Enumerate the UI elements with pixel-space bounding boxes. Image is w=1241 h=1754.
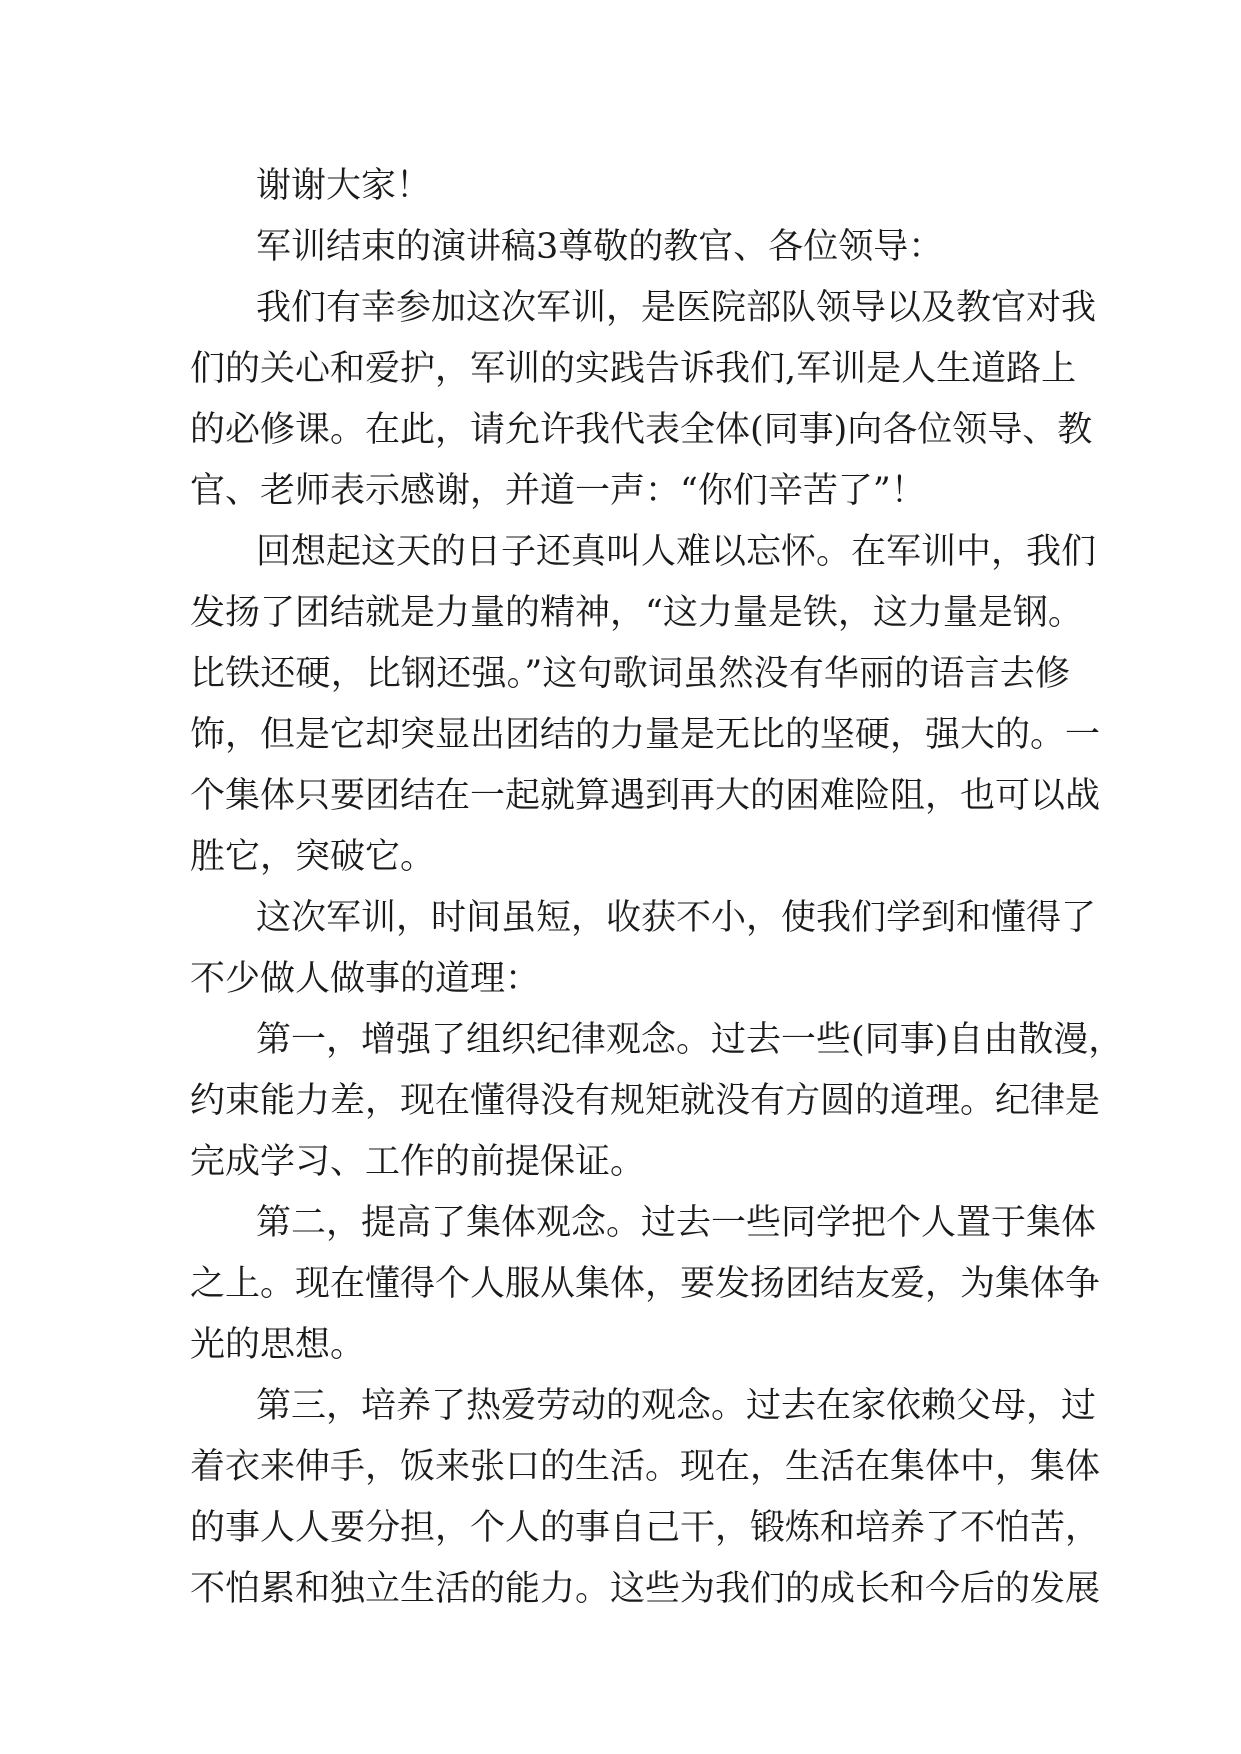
- text-line: 之上。现在懂得个人服从集体，要发扬团结友爱，为集体争: [190, 1264, 1101, 1304]
- text-line: 比铁还硬，比钢还强。”这句歌词虽然没有华丽的语言去修: [190, 654, 1070, 694]
- text-line: 约束能力差，现在懂得没有规矩就没有方圆的道理。纪律是: [190, 1081, 1101, 1121]
- text-line: 谢谢大家！: [256, 166, 432, 206]
- text-line: 光的思想。: [190, 1325, 366, 1365]
- text-line: 第二，提高了集体观念。过去一些同学把个人置于集体: [256, 1203, 1097, 1243]
- text-line: 们的关心和爱护，军训的实践告诉我们,军训是人生道路上: [190, 349, 1077, 389]
- text-line: 军训结束的演讲稿3尊敬的教官、各位领导：: [256, 227, 944, 267]
- text-line: 饰，但是它却突显出团结的力量是无比的坚硬，强大的。一: [190, 715, 1101, 755]
- text-line: 不少做人做事的道理：: [190, 959, 541, 999]
- text-line: 着衣来伸手，饭来张口的生活。现在，生活在集体中，集体: [190, 1447, 1101, 1487]
- text-line: 胜它，突破它。: [190, 837, 436, 877]
- text-line: 个集体只要团结在一起就算遇到再大的困难险阻，也可以战: [190, 776, 1101, 816]
- text-line: 官、老师表示感谢，并道一声：“你们辛苦了”！: [190, 471, 926, 511]
- text-line: 的必修课。在此，请允许我代表全体(同事)向各位领导、教: [190, 410, 1093, 450]
- text-line: 的事人人要分担，个人的事自己干，锻炼和培养了不怕苦，: [190, 1508, 1101, 1548]
- text-line: 这次军训，时间虽短，收获不小，使我们学到和懂得了: [256, 898, 1097, 938]
- text-line: 我们有幸参加这次军训，是医院部队领导以及教官对我: [256, 288, 1097, 328]
- text-line: 回想起这天的日子还真叫人难以忘怀。在军训中，我们: [256, 532, 1097, 572]
- text-line: 第三，培养了热爱劳动的观念。过去在家依赖父母，过: [256, 1386, 1097, 1426]
- text-line: 发扬了团结就是力量的精神，“这力量是铁，这力量是钢。: [190, 593, 1083, 633]
- text-line: 完成学习、工作的前提保证。: [190, 1142, 646, 1182]
- text-line: 第一，增强了组织纪律观念。过去一些(同事)自由散漫，: [256, 1020, 1124, 1060]
- text-line: 不怕累和独立生活的能力。这些为我们的成长和今后的发展: [190, 1569, 1101, 1609]
